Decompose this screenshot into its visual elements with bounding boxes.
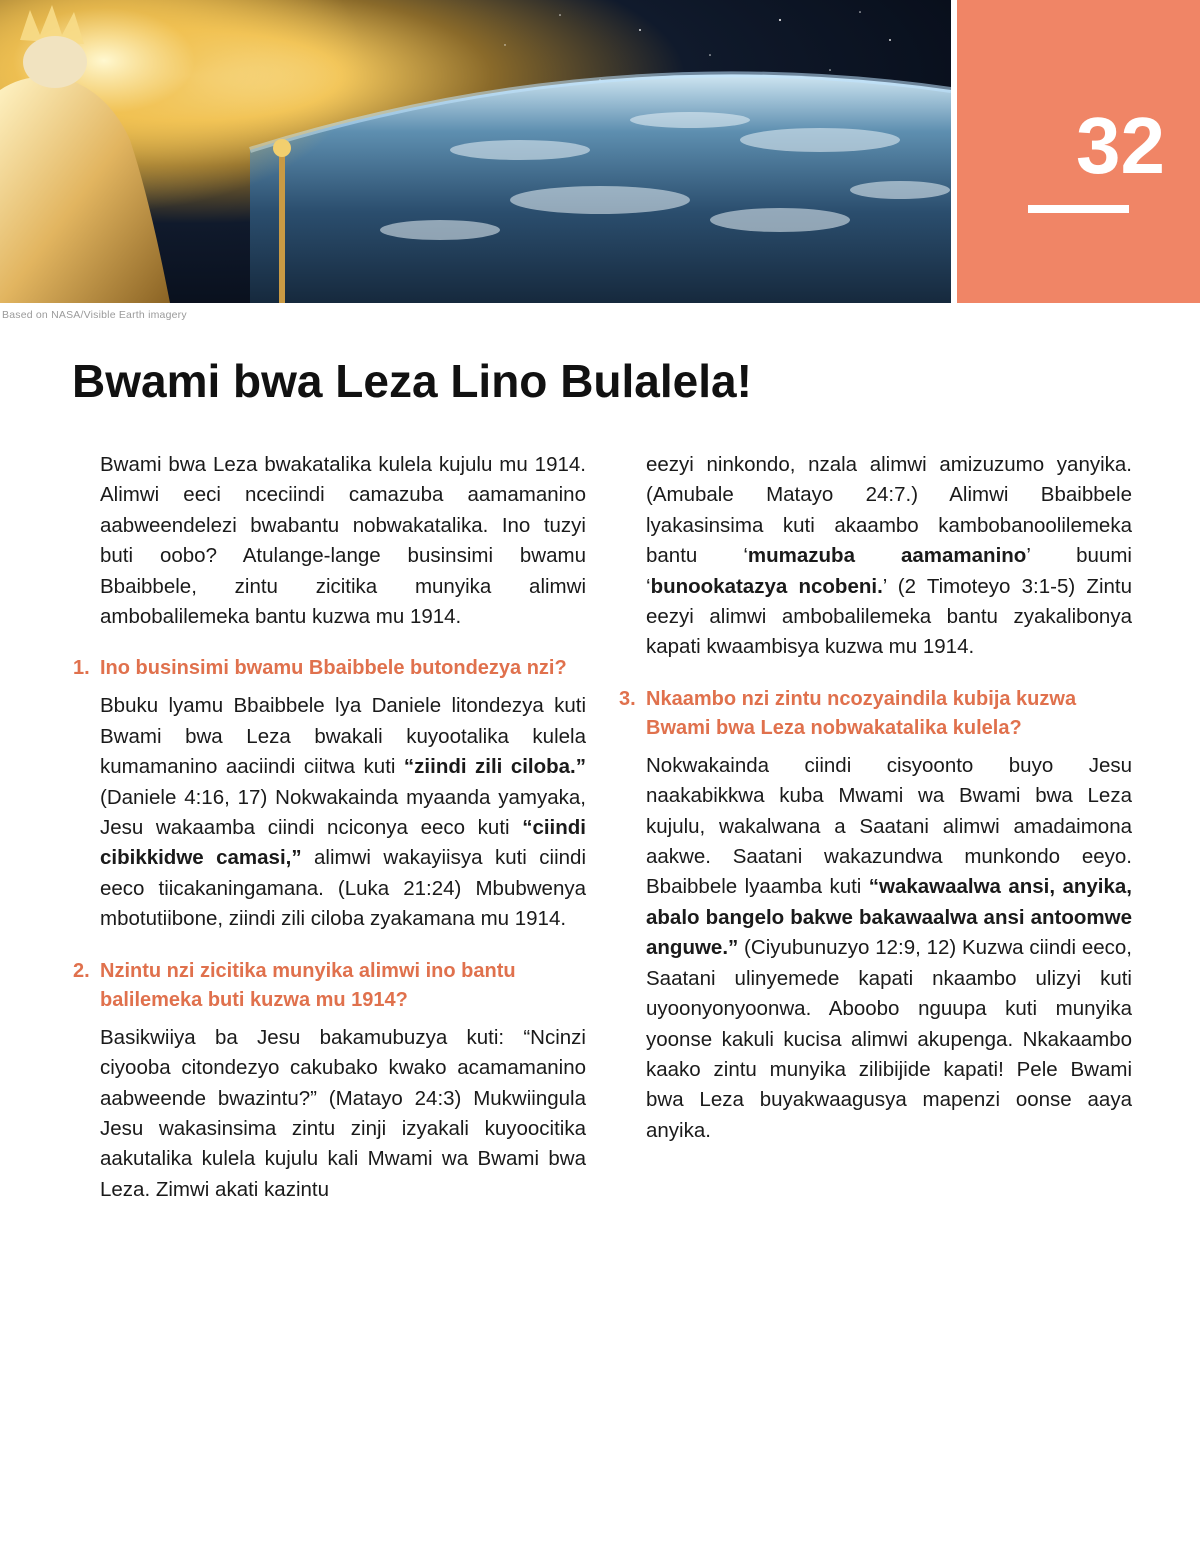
answer-2-emphasis: mumazuba aamamanino [747,544,1027,568]
answer-2-paragraph-part-2 [646,450,1132,663]
lesson-number-badge [957,0,1200,303]
question-text: Nkaambo nzi zintu ncozyaindila kubija kuzwa Bwami bwa Leza nobwakatalika kulela? [646,687,1077,739]
left-column [73,450,587,1205]
right-column [619,450,1132,1146]
question-number: 3. [619,687,636,710]
question-text: Nzintu nzi zicitika munyika alimwi ino bantu balilemeka buti kuzwa mu 1914? [100,959,516,1011]
badge-underline [1028,205,1129,213]
image-credit: Based on NASA/Visible Earth imagery [2,309,187,321]
answer-2-text: ’ (2 Timoteyo 3:1-5) Zintu eezyi alimwi ambobalilemeka bantu zyakalibonya kapati kwaambisya kuzwa mu 1914. [646,574,1132,659]
answer-2-emphasis: bunookatazya ncobeni. [650,574,883,598]
intro-paragraph: Bwami bwa Leza bwakatalika kulela kujulu mu 1914. Alimwi eeci nceciindi camazuba aamamanino aabweendelezi bwabantu nobwakatalika. Ino tuzyi buti oobo? Atulange-lange businsimi bwamu Bbaibbele, zintu zicitika munyika alimwi ambobalilemeka bantu kuzwa mu 1914. [100,453,586,629]
answer-3-paragraph: Nokwakainda ciindi cisyoonto buyo Jesu naakabikkwa kuba Mwami wa Bwami bwa Leza kujulu, wakalwana a Saatani alimwi amadaimona aakwe. Saatani wakazundwa munkondo eeyo. Bbaibbele lyaamba kuti “wakawaalwa ansi, anyika, abalo bangelo bakwe bakawaalwa ansi antoomwe anguwe.” (Ciyubunuzyo 12:9, 12) Kuzwa ciindi eeco, Saatani ulinyemede kapati nkaambo ulizyi kuti uyoonyonyoonwa. Aboobo nguupa kuti munyika yoonse kakuli kucisa alimwi akupenga. Nkakaambo kaako zintu munyika zilibijide kapati! Pele Bwami bwa Leza buyakwaagusya mapenzi oonse aaya anyika. [646,753,1132,1142]
answer-2-text: eezyi ninkondo, nzala alimwi amizuzumo yanyika. (Amubale Matayo 24:7.) Alimwi Bbaibbele lyakasinsima kuti akaambo kambobanoolilemeka bantu ‘ [646,453,1132,568]
lesson-number: 32 [1076,101,1165,190]
question-1-heading [73,654,586,683]
answer-1-paragraph: Bbuku lyamu Bbaibbele lya Daniele litondezya kuti Bwami bwa Leza bwakali kuyootalika kulela kumamanino aaciindi ciitwa kuti “ziindi zili ciloba.” (Daniele 4:16, 17) Nokwakainda myaanda yamyaka, Jesu wakaamba ciindi nciconya eeco kuti “ciindi cibikkidwe camasi,” alimwi wakayiisya kuti ciindi eeco tiicakaningamana. (Luka 21:24) Mbubwenya mbotutiibone, ziindi zili ciloba zyakamana mu 1914. [100,694,587,931]
answer-2-paragraph-part-1 [100,1023,586,1205]
question-2-heading [73,957,586,1015]
answer-2-text: ’ buumi ‘ [646,544,1132,598]
question-3-heading [619,685,1132,743]
page-title: Bwami bwa Leza Lino Bulalela! [72,355,752,407]
answer-2-text: Basikwiiya ba Jesu bakamubuzya kuti: “Ncinzi ciyooba citondezyo cakubako kwako acamamanino aabweende bwazintu?” (Matayo 24:3) Mukwiingula Jesu wakasinsima zintu zinji izyakali kuyoocitika aakutalika kulela kujulu kali Mwami wa Bwami bwa Leza. Zimwi akati kazintu [100,1025,586,1201]
question-number: 1. [73,657,90,680]
earth-from-space-illustration [0,0,951,303]
header-image [0,0,951,303]
question-number: 2. [73,959,90,982]
question-text: Ino businsimi bwamu Bbaibbele butondezya nzi? [100,657,567,680]
